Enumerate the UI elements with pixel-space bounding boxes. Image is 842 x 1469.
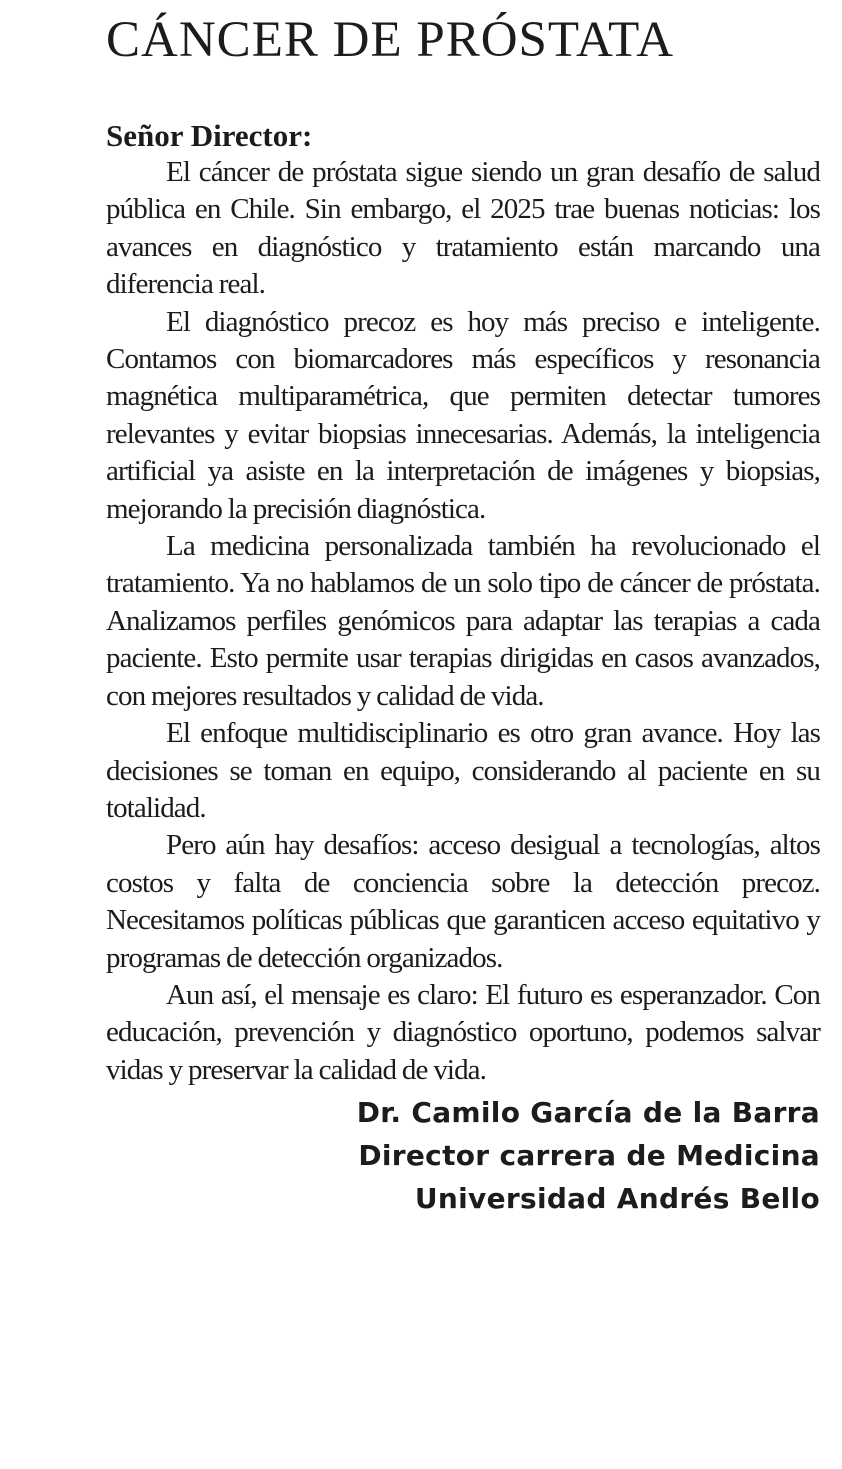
- paragraph-6: Aun así, el mensaje es claro: El futuro es esperanzador. Con educación, prevención y diagnóstico oportuno, podemos salvar vidas y preservar la calidad de vida.: [106, 978, 820, 1086]
- paragraph-5: Pero aún hay desafíos: acceso desigual a tecnologías, altos costos y falta de conciencia sobre la detección precoz. Necesitamos políticas públicas que garanticen acceso equitativo y programas de detección organizados.: [106, 829, 820, 974]
- paragraph-4: El enfoque multidisciplinario es otro gran avance. Hoy las decisiones se toman en equipo, considerando al paciente en su totalidad.: [106, 717, 820, 824]
- headline: CÁNCER DE PRÓSTATA: [106, 12, 675, 68]
- author-title: Director carrera de Medicina: [358, 1139, 820, 1173]
- author-name: Dr. Camilo García de la Barra: [356, 1096, 820, 1130]
- paragraph-1: El cáncer de próstata sigue siendo un gran desafío de salud pública en Chile. Sin embargo, el 2025 trae buenas noticias: los avances en diagnóstico y tratamiento están marcando una diferencia real.: [106, 156, 820, 301]
- letter-article: [106, 0, 820, 1220]
- salutation: Señor Director:: [106, 118, 313, 153]
- author-institution: Universidad Andrés Bello: [414, 1182, 820, 1216]
- signature-block: [106, 1091, 820, 1220]
- paragraph-3: La medicina personalizada también ha revolucionado el tratamiento. Ya no hablamos de un solo tipo de cáncer de próstata. Analizamos perfiles genómicos para adaptar las terapias a cada paciente. Esto permite usar terapias dirigidas en casos avanzados, con mejores resultados y calidad de vida.: [106, 530, 820, 712]
- paragraph-2: El diagnóstico precoz es hoy más preciso e inteligente. Contamos con biomarcadores más específicos y resonancia magnética multiparamétrica, que permiten detectar tumores relevantes y evitar biopsias innecesarias. Además, la inteligencia artificial ya asiste en la interpretación de imágenes y biopsias, mejorando la precisión diagnóstica.: [106, 305, 820, 525]
